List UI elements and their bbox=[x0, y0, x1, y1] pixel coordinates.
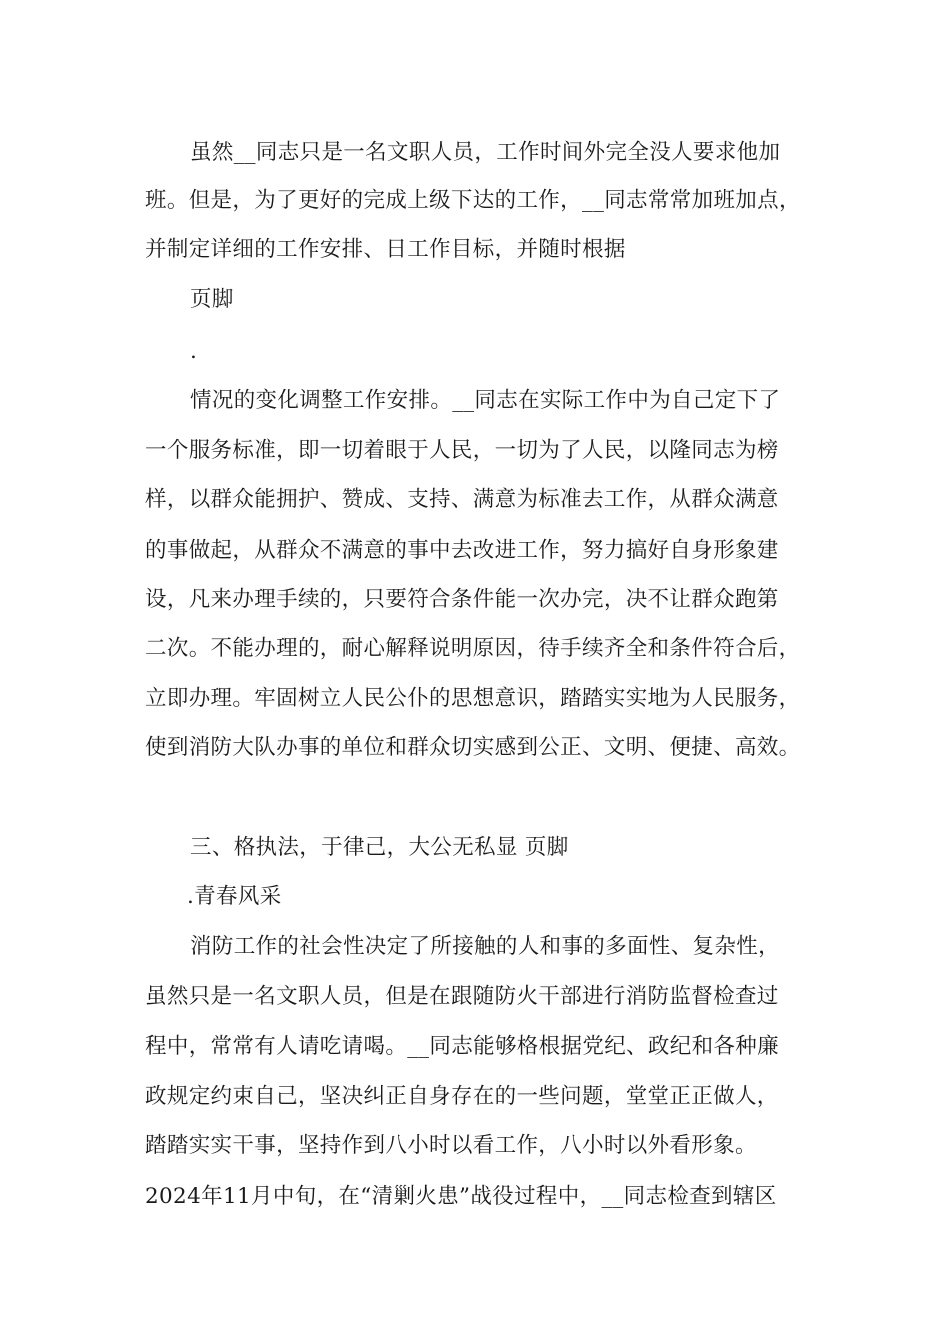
paragraph-3-line-2: 虽然只是一名文职人员，但是在跟随防火干部进行消防监督检查过 bbox=[145, 984, 779, 1009]
footer-dot: . bbox=[190, 339, 198, 364]
paragraph-1-line-1: 虽然__同志只是一名文职人员，工作时间外完全没人要求他加 bbox=[190, 140, 781, 165]
paragraph-2-line-2: 一个服务标准，即一切着眼于人民，一切为了人民，以隆同志为榜 bbox=[145, 438, 779, 463]
paragraph-3-line-6: 2024年11月中旬，在“清剿火患”战役过程中，__同志检查到辖区 bbox=[145, 1184, 777, 1209]
paragraph-2-line-1: 情况的变化调整工作安排。__同志在实际工作中为自己定下了 bbox=[190, 388, 781, 413]
paragraph-2-line-4: 的事做起，从群众不满意的事中去改进工作，努力搞好自身形象建 bbox=[145, 538, 779, 563]
paragraph-2-line-3: 样，以群众能拥护、赞成、支持、满意为标准去工作，从群众满意 bbox=[145, 487, 779, 512]
section-3-subheading: .青春风采 bbox=[187, 884, 282, 909]
footer-label: 页脚 bbox=[190, 287, 234, 312]
paragraph-1-line-3: 并制定详细的工作安排、日工作目标，并随时根据 bbox=[145, 237, 626, 262]
paragraph-2-line-5: 设，凡来办理手续的，只要符合条件能一次办完，决不让群众跑第 bbox=[145, 587, 779, 612]
paragraph-2-line-6: 二次。不能办理的，耐心解释说明原因，待手续齐全和条件符合后， bbox=[145, 636, 801, 661]
paragraph-3-line-5: 踏踏实实干事，坚持作到八小时以看工作，八小时以外看形象。 bbox=[145, 1133, 757, 1158]
paragraph-3-line-4: 政规定约束自己，坚决纠正自身存在的一些问题，堂堂正正做人， bbox=[145, 1084, 779, 1109]
paragraph-1-line-2: 班。但是，为了更好的完成上级下达的工作，__同志常常加班加点， bbox=[145, 188, 801, 213]
paragraph-3-line-1: 消防工作的社会性决定了所接触的人和事的多面性、复杂性， bbox=[190, 934, 780, 959]
paragraph-3-line-3: 程中，常常有人请吃请喝。__同志能够格根据党纪、政纪和各种廉 bbox=[145, 1034, 780, 1059]
section-3-heading: 三、格执法，于律己，大公无私显 页脚 bbox=[190, 835, 569, 860]
paragraph-2-line-7: 立即办理。牢固树立人民公仆的思想意识，踏踏实实地为人民服务， bbox=[145, 686, 801, 711]
paragraph-2-line-8: 使到消防大队办事的单位和群众切实感到公正、文明、便捷、高效。 bbox=[145, 735, 801, 760]
